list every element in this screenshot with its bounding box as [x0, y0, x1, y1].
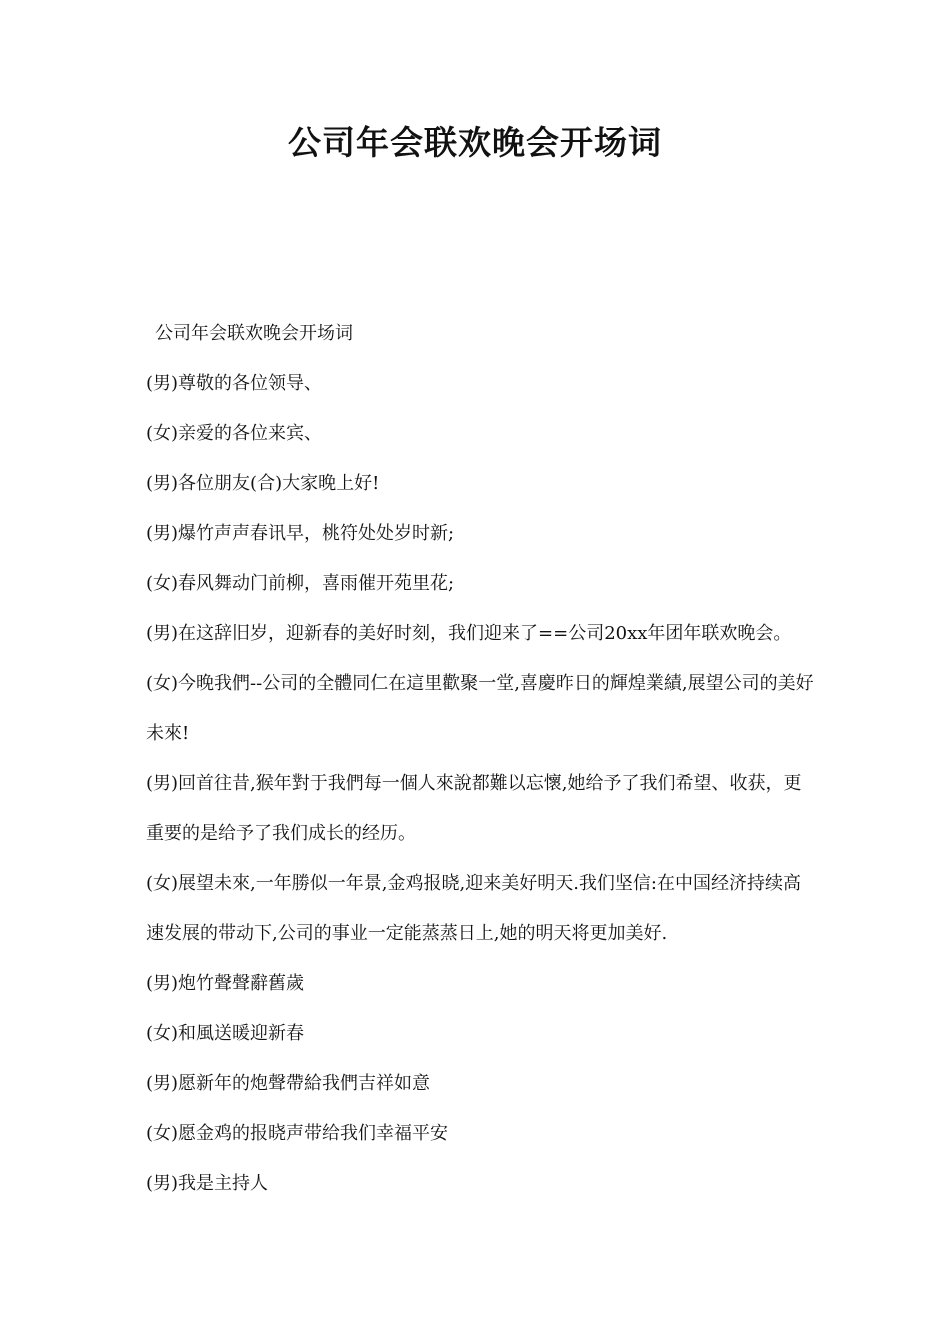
paragraph: (男)爆竹声声春讯早，桃符处处岁时新;: [146, 523, 455, 544]
paragraph: (女)展望未來,一年勝似一年景,金鸡报晓,迎来美好明天.我们坚信:在中国经济持续高速发展的带动下,公司的事业一定能蒸蒸日上,她的明天将更加美好.: [146, 873, 801, 944]
paragraph: (男)回首往昔,猴年對于我們每一個人來說都難以忘懷,她给予了我们希望、收获，更重要的是给予了我们成长的经历。: [146, 773, 802, 844]
document-body: [146, 309, 814, 1209]
document-title: 公司年会联欢晚会开场词: [288, 123, 662, 162]
paragraph: (男)我是主持人: [146, 1173, 269, 1194]
paragraph: (女)愿金鸡的报晓声带给我们幸福平安: [146, 1123, 449, 1144]
paragraph: (男)各位朋友(合)大家晚上好!: [146, 473, 380, 494]
paragraph: (女)春风舞动门前柳，喜雨催开苑里花;: [146, 573, 455, 594]
paragraph: (男)在这辞旧岁，迎新春的美好时刻，我们迎来了==公司20xx年团年联欢晚会。: [146, 623, 792, 644]
paragraph: (男)尊敬的各位领导、: [146, 373, 323, 394]
paragraph: (女)和風送暖迎新春: [146, 1023, 305, 1044]
paragraph: (女)今晚我們--公司的全體同仁在這里歡聚一堂,喜慶昨日的輝煌業績,展望公司的美好未來!: [146, 673, 814, 744]
paragraph-subtitle: 公司年会联欢晚会开场词: [155, 323, 353, 344]
paragraph: (男)炮竹聲聲辭舊歲: [146, 973, 305, 994]
paragraph: (女)亲爱的各位来宾、: [146, 423, 323, 444]
paragraph: (男)愿新年的炮聲帶給我們吉祥如意: [146, 1073, 431, 1094]
